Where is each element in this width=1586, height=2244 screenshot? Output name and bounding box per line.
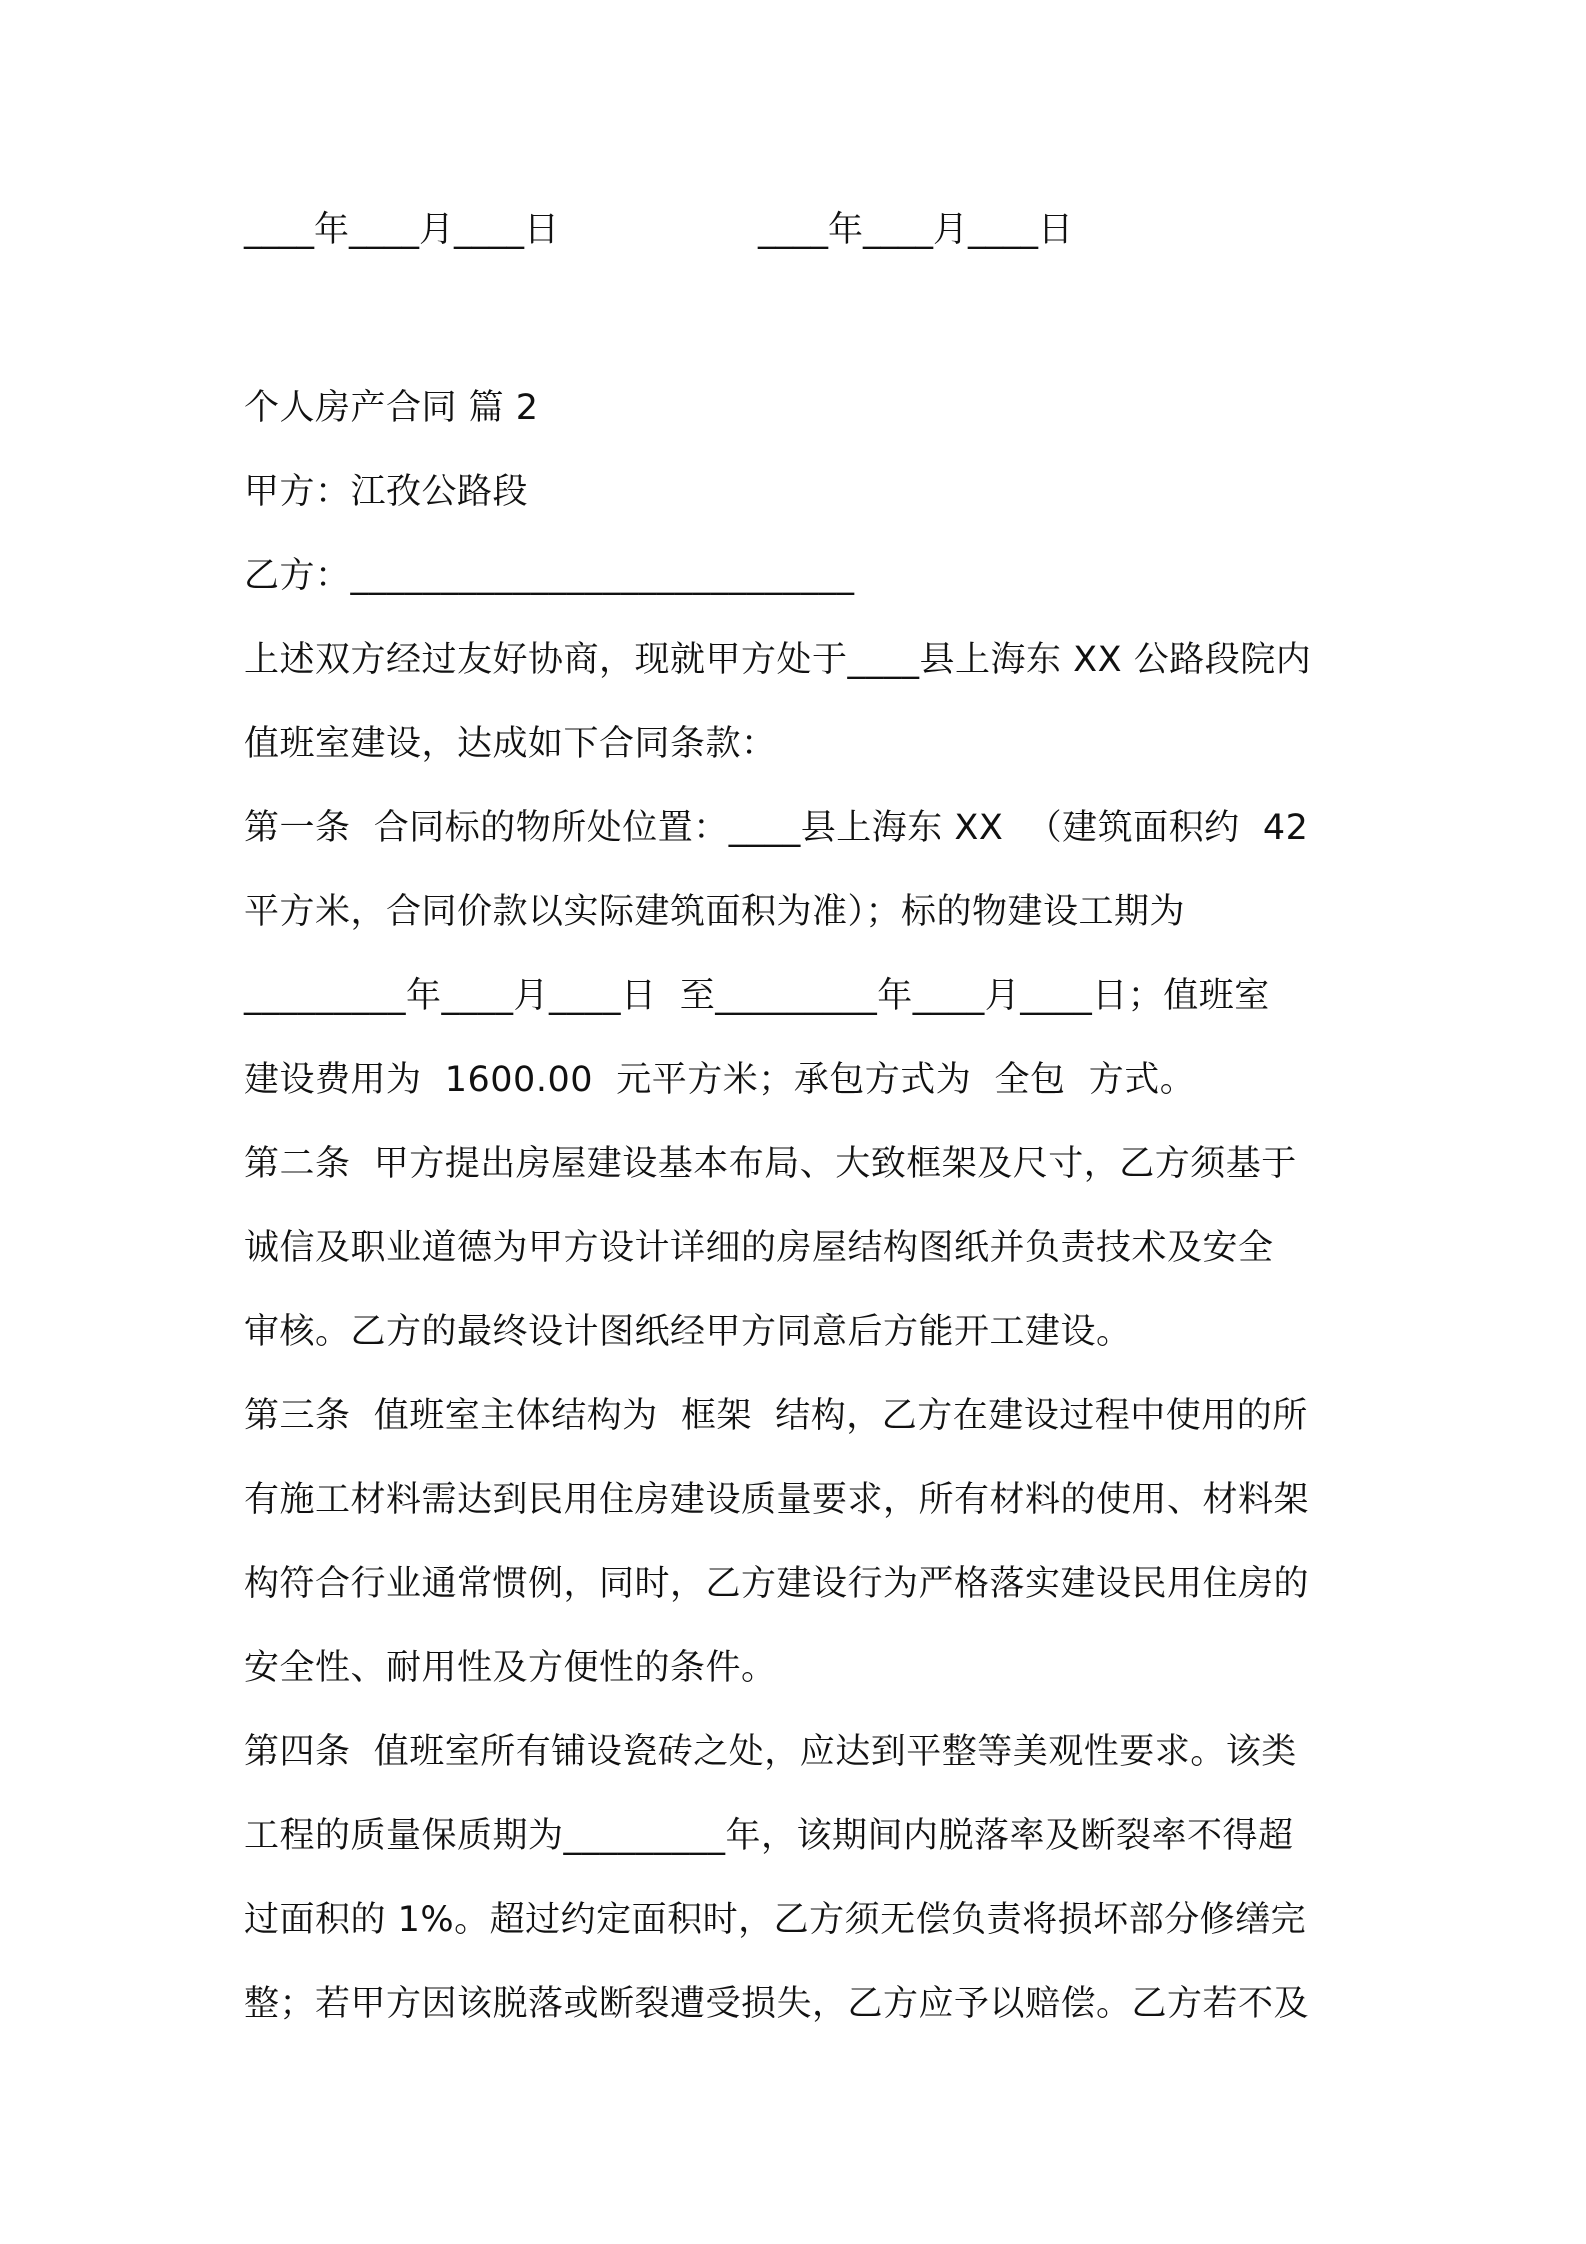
signature-date-right: ____年____月____日 [758,210,1074,250]
paragraph-line: 第二条 甲方提出房屋建设基本布局、大致框架及尺寸，乙方须基于 [244,1144,1297,1184]
paragraph-line: 过面积的 1%。超过约定面积时，乙方须无偿负责将损坏部分修缮完 [244,1900,1307,1940]
paragraph-line: 工程的质量保质期为_________年，该期间内脱落率及断裂率不得超 [244,1816,1294,1856]
paragraph-line: 整；若甲方因该脱落或断裂遭受损失，乙方应予以赔偿。乙方若不及 [244,1984,1310,2024]
paragraph-line: 值班室建设，达成如下合同条款： [244,724,777,764]
party-b-line: 乙方：____________________________ [244,556,855,596]
paragraph-line: 建设费用为 1600.00 元平方米；承包方式为 全包 方式。 [244,1060,1196,1100]
paragraph-line: 安全性、耐用性及方便性的条件。 [244,1648,777,1688]
paragraph-line: 上述双方经过友好协商，现就甲方处于____县上海东 XX 公路段院内 [244,640,1312,680]
contract-body [244,366,1364,2046]
paragraph-line: 平方米，合同价款以实际建筑面积为准）；标的物建设工期为 [244,892,1186,932]
paragraph-line: _________年____月____日 至_________年____月____日；值班室 [244,976,1270,1016]
signature-date-left: ____年____月____日 [244,210,560,250]
paragraph-line: 审核。乙方的最终设计图纸经甲方同意后方能开工建设。 [244,1312,1132,1352]
contract-title: 个人房产合同 篇 2 [244,388,539,428]
paragraph-line: 有施工材料需达到民用住房建设质量要求，所有材料的使用、材料架 [244,1480,1310,1520]
party-a-line: 甲方：江孜公路段 [244,472,529,512]
paragraph-line: 第四条 值班室所有铺设瓷砖之处，应达到平整等美观性要求。该类 [244,1732,1297,1772]
paragraph-line: 第三条 值班室主体结构为 框架 结构，乙方在建设过程中使用的所 [244,1396,1308,1436]
paragraph-line: 构符合行业通常惯例，同时，乙方建设行为严格落实建设民用住房的 [244,1564,1310,1604]
paragraph-line: 诚信及职业道德为甲方设计详细的房屋结构图纸并负责技术及安全 [244,1228,1274,1268]
paragraph-line: 第一条 合同标的物所处位置：____县上海东 XX （建筑面积约 42 [244,808,1309,848]
